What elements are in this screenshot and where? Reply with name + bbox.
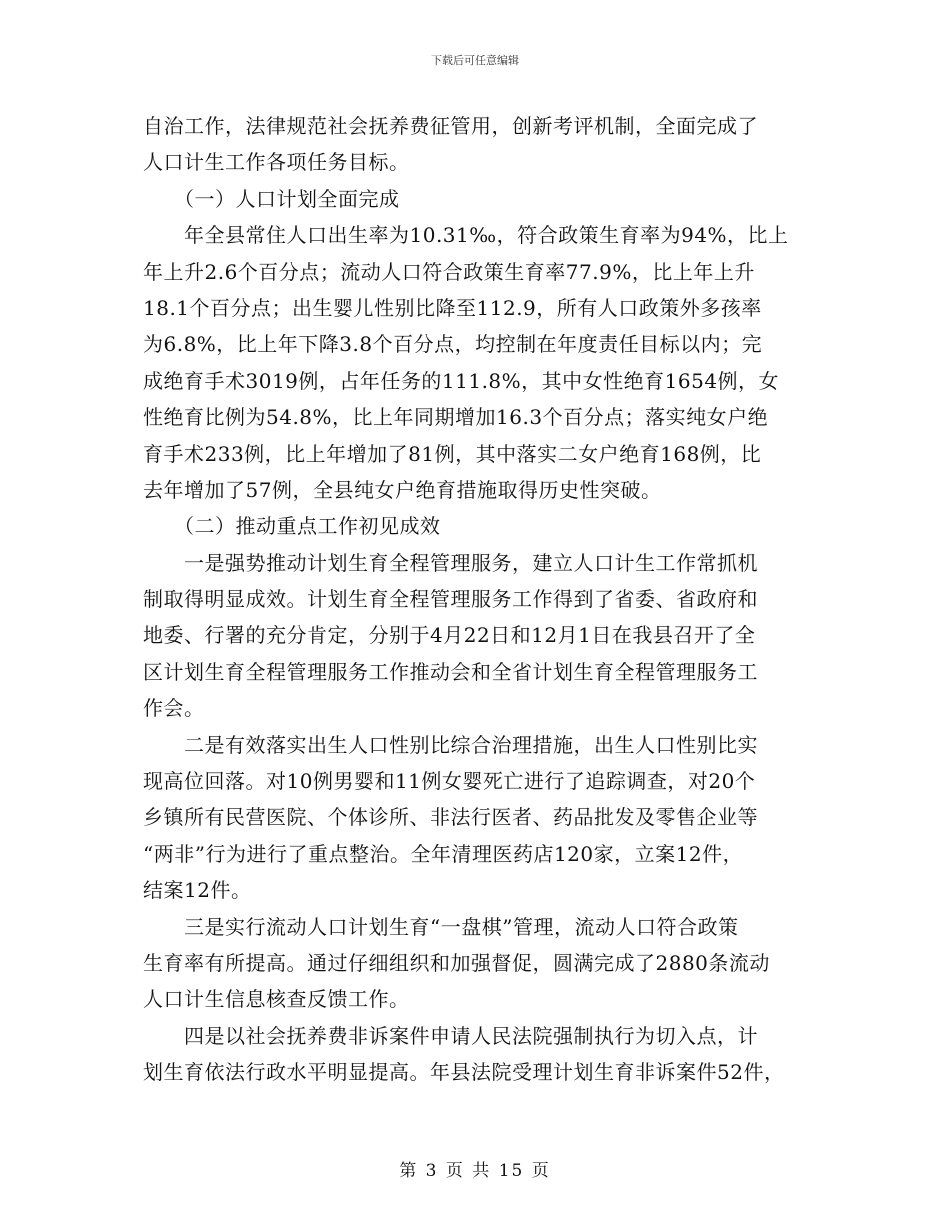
text-line: 育手术233例，比上年增加了81例，其中落实二女户绝育168例，比 (143, 441, 762, 466)
text-line: 三是实行流动人口计划生育“一盘棋”管理，流动人口符合政策 (143, 914, 739, 939)
text-line: 地委、行署的充分肯定，分别于4月22日和12月1日在我县召开了全 (143, 623, 756, 648)
text-line: 人口计生信息核查反馈工作。 (143, 987, 410, 1012)
section-heading: （二）推动重点工作初见成效 (143, 514, 441, 539)
text-line: 18.1个百分点；出生婴儿性别比降至112.9，所有人口政策外多孩率 (143, 295, 762, 320)
text-line: 作会。 (143, 696, 205, 721)
text-line: 区计划生育全程管理服务工作推动会和全省计划生育全程管理服务工 (143, 659, 758, 684)
text-line: “两非”行为进行了重点整治。全年清理医药店120家，立案12件， (143, 841, 744, 866)
text-line: 一是强势推动计划生育全程管理服务，建立人口计生工作常抓机 (143, 550, 758, 575)
text-line: 去年增加了57例，全县纯女户绝育措施取得历史性突破。 (143, 477, 662, 502)
page-number: 第 3 页 共 15 页 (399, 1161, 551, 1181)
text-line: 结案12件。 (143, 878, 252, 903)
text-line: 自治工作，法律规范社会抚养费征管用，创新考评机制，全面完成了 (143, 114, 758, 138)
section-heading: （一）人口计划全面完成 (143, 186, 400, 211)
text-line: 人口计生工作各项任务目标。 (143, 150, 410, 175)
text-line: 为6.8%，比上年下降3.8个百分点，均控制在年度责任目标以内；完 (143, 332, 763, 357)
text-line: 年上升2.6个百分点；流动人口符合政策生育率77.9%，比上年上升 (143, 259, 755, 284)
document-body (143, 108, 811, 1091)
text-line: 成绝育手术3019例，占年任务的111.8%，其中女性绝育1654例，女 (143, 368, 780, 393)
text-line: 现高位回落。对10例男婴和11例女婴死亡进行了追踪调查，对20个 (143, 769, 756, 794)
text-line: 划生育依法行政水平明显提高。年县法院受理计划生育非诉案件52件， (143, 1060, 785, 1085)
text-line: 年全县常住人口出生率为10.31‰，符合政策生育率为94%，比上 (143, 223, 789, 248)
text-line: 四是以社会抚养费非诉案件申请人民法院强制执行为切入点，计 (143, 1023, 758, 1048)
text-line: 制取得明显成效。计划生育全程管理服务工作得到了省委、省政府和 (143, 587, 758, 612)
text-line: 性绝育比例为54.8%，比上年同期增加16.3个百分点；落实纯女户绝 (143, 405, 769, 430)
text-line: 二是有效落实出生人口性别比综合治理措施，出生人口性别比实 (143, 732, 758, 757)
text-line: 生育率有所提高。通过仔细组织和加强督促，圆满完成了2880条流动 (143, 950, 770, 975)
page-header-note: 下载后可任意编辑 (431, 54, 519, 67)
text-line: 乡镇所有民营医院、个体诊所、非法行医者、药品批发及零售企业等 (143, 805, 758, 830)
